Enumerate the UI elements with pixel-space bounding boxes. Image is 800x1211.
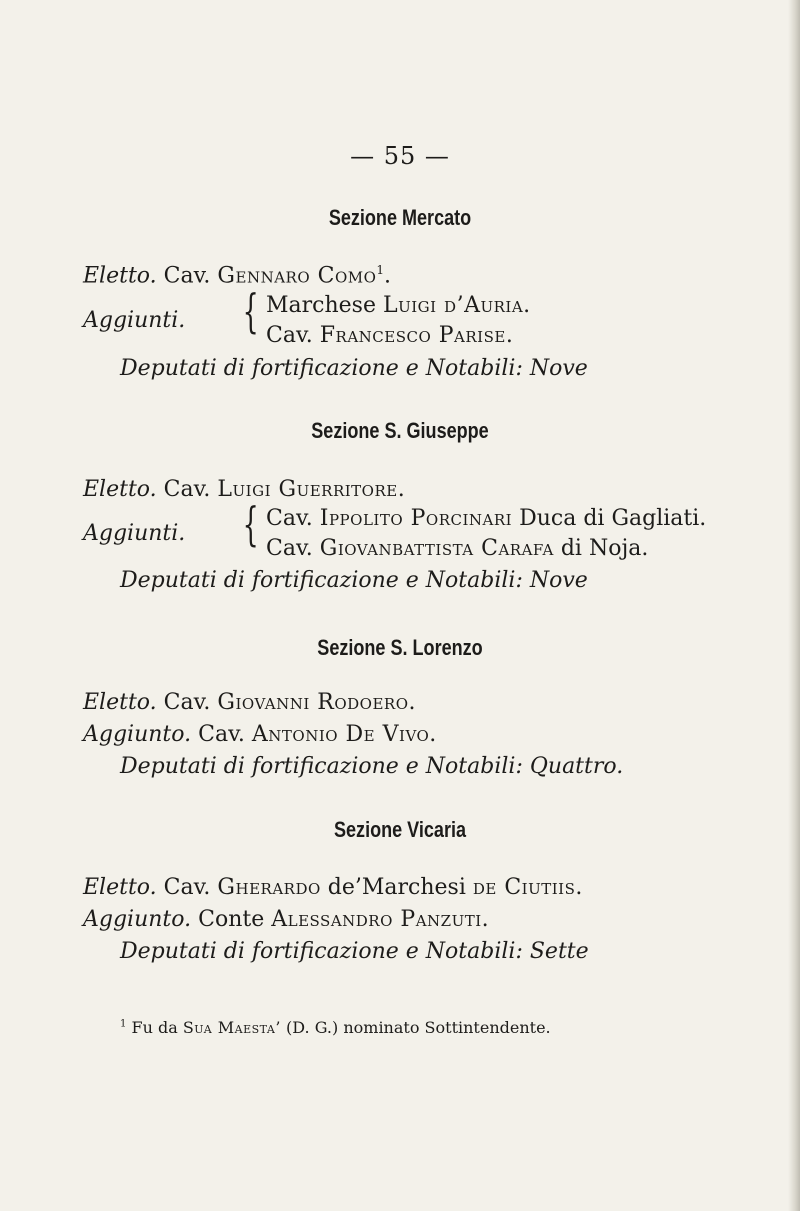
eletto-title: Cav. xyxy=(163,263,211,289)
brace-mercato: { xyxy=(242,284,259,338)
eletto-line-mercato: Eletto. Cav. Gennaro Como$^1$. xyxy=(83,263,392,289)
deputati-line-mercato: Deputati di fortificazione e Notabili: Nove xyxy=(120,356,588,381)
footnote-ref: 1 xyxy=(376,263,385,277)
eletto-line-vicaria: Eletto. Cav. Gherardo de’Marchesi de Ciutiis. xyxy=(83,875,583,900)
footnote-mark: 1 xyxy=(120,1018,127,1030)
section-title-lorenzo: Sezione S. Lorenzo xyxy=(317,635,483,660)
page-number: — 55 — xyxy=(350,142,450,170)
eletto-label: Eletto. xyxy=(83,263,157,289)
section-title-vicaria: Sezione Vicaria xyxy=(333,817,467,842)
footnote: $^1$ Fu da Sua Maesta’ (D. G.) nominato Sottintendente. xyxy=(120,1018,551,1037)
aggiunto-line: Cav. Ippolito Porcinari Duca di Gagliati. xyxy=(266,506,707,531)
aggiunto-line: Cav. Francesco Parise. xyxy=(266,323,514,348)
deputati-line-vicaria: Deputati di fortificazione e Notabili: Sette xyxy=(120,939,589,964)
aggiunto-line-lorenzo: Aggiunto. Cav. Antonio De Vivo. xyxy=(83,722,437,747)
section-title-mercato: Sezione Mercato xyxy=(328,205,472,230)
brace-giuseppe: { xyxy=(242,497,259,551)
deputati-line-lorenzo: Deputati di fortificazione e Notabili: Quattro. xyxy=(120,754,624,779)
section-title-giuseppe: Sezione S. Giuseppe xyxy=(311,418,489,443)
aggiunti-label-giuseppe: Aggiunti. xyxy=(83,521,186,546)
aggiunti-label-mercato: Aggiunti. xyxy=(83,308,186,333)
page-edge-shadow xyxy=(788,0,800,1211)
eletto-name: Gennaro Como xyxy=(217,263,377,289)
aggiunto-line: Cav. Giovanbattista Carafa di Noja. xyxy=(266,536,649,561)
aggiunto-line-vicaria: Aggiunto. Conte Alessandro Panzuti. xyxy=(83,907,490,932)
aggiunto-line: Marchese Luigi d’Auria. xyxy=(266,293,531,318)
deputati-line-giuseppe: Deputati di fortificazione e Notabili: Nove xyxy=(120,568,588,593)
eletto-line-lorenzo: Eletto. Cav. Giovanni Rodoero. xyxy=(83,690,416,715)
eletto-line-giuseppe: Eletto. Cav. Luigi Guerritore. xyxy=(83,477,406,502)
